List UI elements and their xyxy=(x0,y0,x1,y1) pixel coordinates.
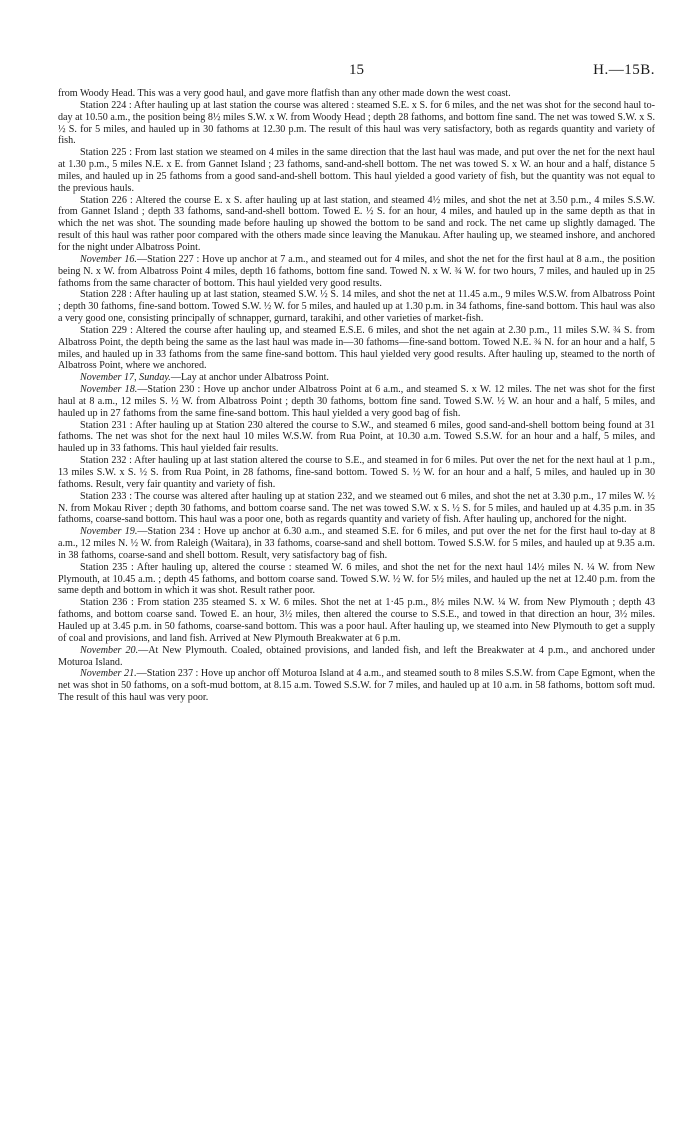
document-reference: H.—15B. xyxy=(593,62,655,78)
paragraph xyxy=(58,384,655,420)
paragraph xyxy=(58,597,655,644)
page-number: 15 xyxy=(349,62,364,78)
entry-date: November 18. xyxy=(80,384,138,396)
paragraph-text: Station 228 : After hauling up at last station, steamed S.W. ½ S. 14 miles, and shot the net at 11.45 a.m., 9 miles W.S.W. from Albatross Point ; depth 30 fathoms, fine-sand bottom. Towed S.W. ½ W. for 5 miles, and hauled up at 1.30 p.m. in 34 fathoms, fine-sand bottom. This haul was also a very good one, consisting principally of schnapper, gurnard, tarakihi, and other varieties of market-fish. xyxy=(58,289,655,325)
entry-date: November 20. xyxy=(80,644,139,656)
page-header xyxy=(58,62,655,88)
paragraph-text: —Lay at anchor under Albatross Point. xyxy=(170,372,329,384)
paragraph-text: Station 231 : After hauling up at Station 230 altered the course to S.W., and steamed 6 miles, good sand-and-shell bottom being found at 31 fathoms. The net was shot for the next haul 10 miles W.S.W. from Rua Point, at 10.30 a.m. Towed S.S.W. for an hour and a half, 5 miles, and hauled up in 33 fathoms. This haul yielded fair results. xyxy=(58,419,655,455)
body-text xyxy=(58,88,655,704)
paragraph xyxy=(58,645,655,669)
entry-date: November 21. xyxy=(80,668,137,680)
entry-date: November 16. xyxy=(80,253,137,265)
paragraph-text: Station 229 : Altered the course after hauling up, and steamed E.S.E. 6 miles, and shot the net again at 2.30 p.m., 11 miles S.W. ¾ S. from Albatross Point, the depth being the same as the last haul was made in—30 fathoms—fine-sand bottom. Towed N.E. ¾ N. for an hour and a half, 5 miles, and hauled up in 33 fathoms from the same fine-sand bottom. This haul yielded very good results. After hauling up, steamed to the north of Albatross Point, where we anchored. xyxy=(58,324,655,372)
paragraph-text: —Station 237 : Hove up anchor off Moturoa Island at 4 a.m., and steamed south to 8 miles S.S.W. from Cape Egmont, when the net was shot in 50 fathoms, on a soft-mud bottom, at 8.15 a.m. Towed S.S.W. for 7 miles, and hauled up at 10 a.m. in 58 fathoms, bottom soft mud. The result of this haul was very poor. xyxy=(58,668,655,704)
paragraph-text: Station 235 : After hauling up, altered the course : steamed W. 6 miles, and shot the net for the next haul 14½ miles N. ¼ W. from New Plymouth, at 10.45 a.m. ; depth 45 fathoms, and bottom coarse sand. Towed S.W. ½ W. for 5½ miles, and hauled up the net at 12.40 p.m. from the same depth and bottom in which it was shot. Result rather poor. xyxy=(58,561,655,597)
paragraph-text: —Station 230 : Hove up anchor under Albatross Point at 6 a.m., and steamed S. x W. 12 miles. The net was shot for the first haul at 8 a.m., 12 miles S. ½ W. from Albatross Point ; depth 30 fathoms, bottom fine sand. Towed S.W. ½ W. an hour and a half, 5 miles, and hauled up in 27 fathoms from the same fine-sand bottom. This haul yielded a very good bag of fish. xyxy=(58,384,656,419)
paragraph xyxy=(58,195,655,254)
paragraph xyxy=(58,88,655,100)
paragraph-text: —At New Plymouth. Coaled, obtained provisions, and landed fish, and left the Breakwater at 4 p.m., and anchored under Moturoa Island. xyxy=(58,644,655,668)
paragraph xyxy=(58,254,655,290)
paragraph-text: Station 236 : From station 235 steamed S. x W. 6 miles. Shot the net at 1·45 p.m., 8½ miles N.W. ¼ W. from New Plymouth ; depth 43 fathoms, and bottom coarse sand. Towed E. an hour, 3½ miles, then altered the course to S.S.E., and towed in that direction an hour, 3½ miles. Hauled up at 3.45 p.m. in 50 fathoms, coarse-sand bottom. This was a poor haul. After hauling up, we steamed into New Plymouth to get a supply of coal and provisions, and land fish. Arrived at New Plymouth Breakwater at 6 p.m. xyxy=(58,597,655,644)
paragraph xyxy=(58,420,655,456)
paragraph-text: Station 232 : After hauling up at last station altered the course to S.E., and steamed in for 6 miles. Put over the net for the next haul at 1 p.m., 13 miles S.W. x S. ½ S. from Rua Point, in 28 fathoms, fine-sand bottom. Towed S. ½ W. for an hour and a half, 5 miles, and hauled up in 30 fathoms. Result, very fair quantity and variety of fish. xyxy=(58,455,655,490)
paragraph-text: —Station 234 : Hove up anchor at 6.30 a.m., and steamed S.E. for 6 miles, and put over the net for the first haul to-day at 8 a.m., 12 miles N. ½ W. from Raleigh (Waitara), in 33 fathoms, coarse-sand and shell bottom. Towed S.S.W. for 5 miles, and hauled up at 9.35 a.m. in 38 fathoms, coarse-sand and shell bottom. Result, very satisfactory bag of fish. xyxy=(58,526,655,561)
paragraph-text: from Woody Head. This was a very good haul, and gave more flatfish than any other made down the west coast. xyxy=(58,88,511,99)
paragraph xyxy=(58,491,655,527)
paragraph-text: Station 225 : From last station we steamed on 4 miles in the same direction that the last haul was made, and put over the net for the next haul at 1.30 p.m., 5 miles N.E. x E. from Gannet Island ; 23 fathoms, sand-and-shell bottom. The net was towed S. x W. an hour and a half, distance 5 miles, and hauled up in 25 fathoms from a good sand-and-shell bottom. This haul yielded a good variety of fish, but the quantity was not equal to the previous hauls. xyxy=(58,147,655,194)
paragraph xyxy=(58,289,655,325)
paragraph xyxy=(58,325,655,372)
entry-date: November 19. xyxy=(80,526,138,538)
paragraph xyxy=(58,668,655,704)
paragraph-text: Station 226 : Altered the course E. x S. after hauling up at last station, and steamed 4½ miles, and shot the net at 3.50 p.m., 4 miles S.S.W. from Gannet Island ; depth 33 fathoms, sand-and-shell bottom. Towed E. ½ S. for an hour, 4 miles, and hauled up in the same depth as that in which the net was shot. The sounding made before hauling up showed the bottom to be sand and rock. The net came up slightly damaged. The result of this haul was rather poor compared with the others made since leaving the Manukau. After hauling up, we steamed inshore, and anchored for the night under Albatross Point. xyxy=(58,194,655,253)
paragraph xyxy=(58,526,655,562)
paragraph-text: Station 224 : After hauling up at last station the course was altered : steamed S.E. x S. for 6 miles, and the net was shot for the second haul to-day at 10.50 a.m., the position being 8½ miles S.W. x W. from Woody Head ; depth 28 fathoms, and bottom fine sand. The net was towed S.W. x S. ½ S. for 5 miles, and hauled up in 30 fathoms at 12.30 p.m. The result of this haul was very satisfactory, both as regards quantity and variety of fish. xyxy=(58,99,655,147)
paragraph xyxy=(58,100,655,147)
paragraph xyxy=(58,562,655,598)
paragraph xyxy=(58,147,655,194)
document-page xyxy=(58,62,655,704)
paragraph xyxy=(58,372,655,384)
paragraph xyxy=(58,455,655,491)
paragraph-text: —Station 227 : Hove up anchor at 7 a.m., and steamed out for 4 miles, and shot the net for the first haul at 8 a.m., the position being N. x W. from Albatross Point 4 miles, depth 16 fathoms, bottom fine sand. Towed N. x W. ¾ W. for two hours, 7 miles, and hauled up in 25 fathoms from the same character of bottom. This haul yielded very good results. xyxy=(58,253,656,289)
entry-date: November 17, Sunday. xyxy=(80,372,171,384)
paragraph-text: Station 233 : The course was altered after hauling up at station 232, and we steamed out 6 miles, and shot the net at 3.30 p.m., 17 miles W. ½ N. from Mokau River ; depth 30 fathoms, and bottom coarse sand. The net was towed S.W. x S. ½ S. for 5 miles, and hauled up at 4.35 p.m. in 35 fathoms, coarse-sand bottom. This haul was a poor one, both as regards quantity and variety of fish. After hauling up, anchored for the night. xyxy=(58,490,655,526)
